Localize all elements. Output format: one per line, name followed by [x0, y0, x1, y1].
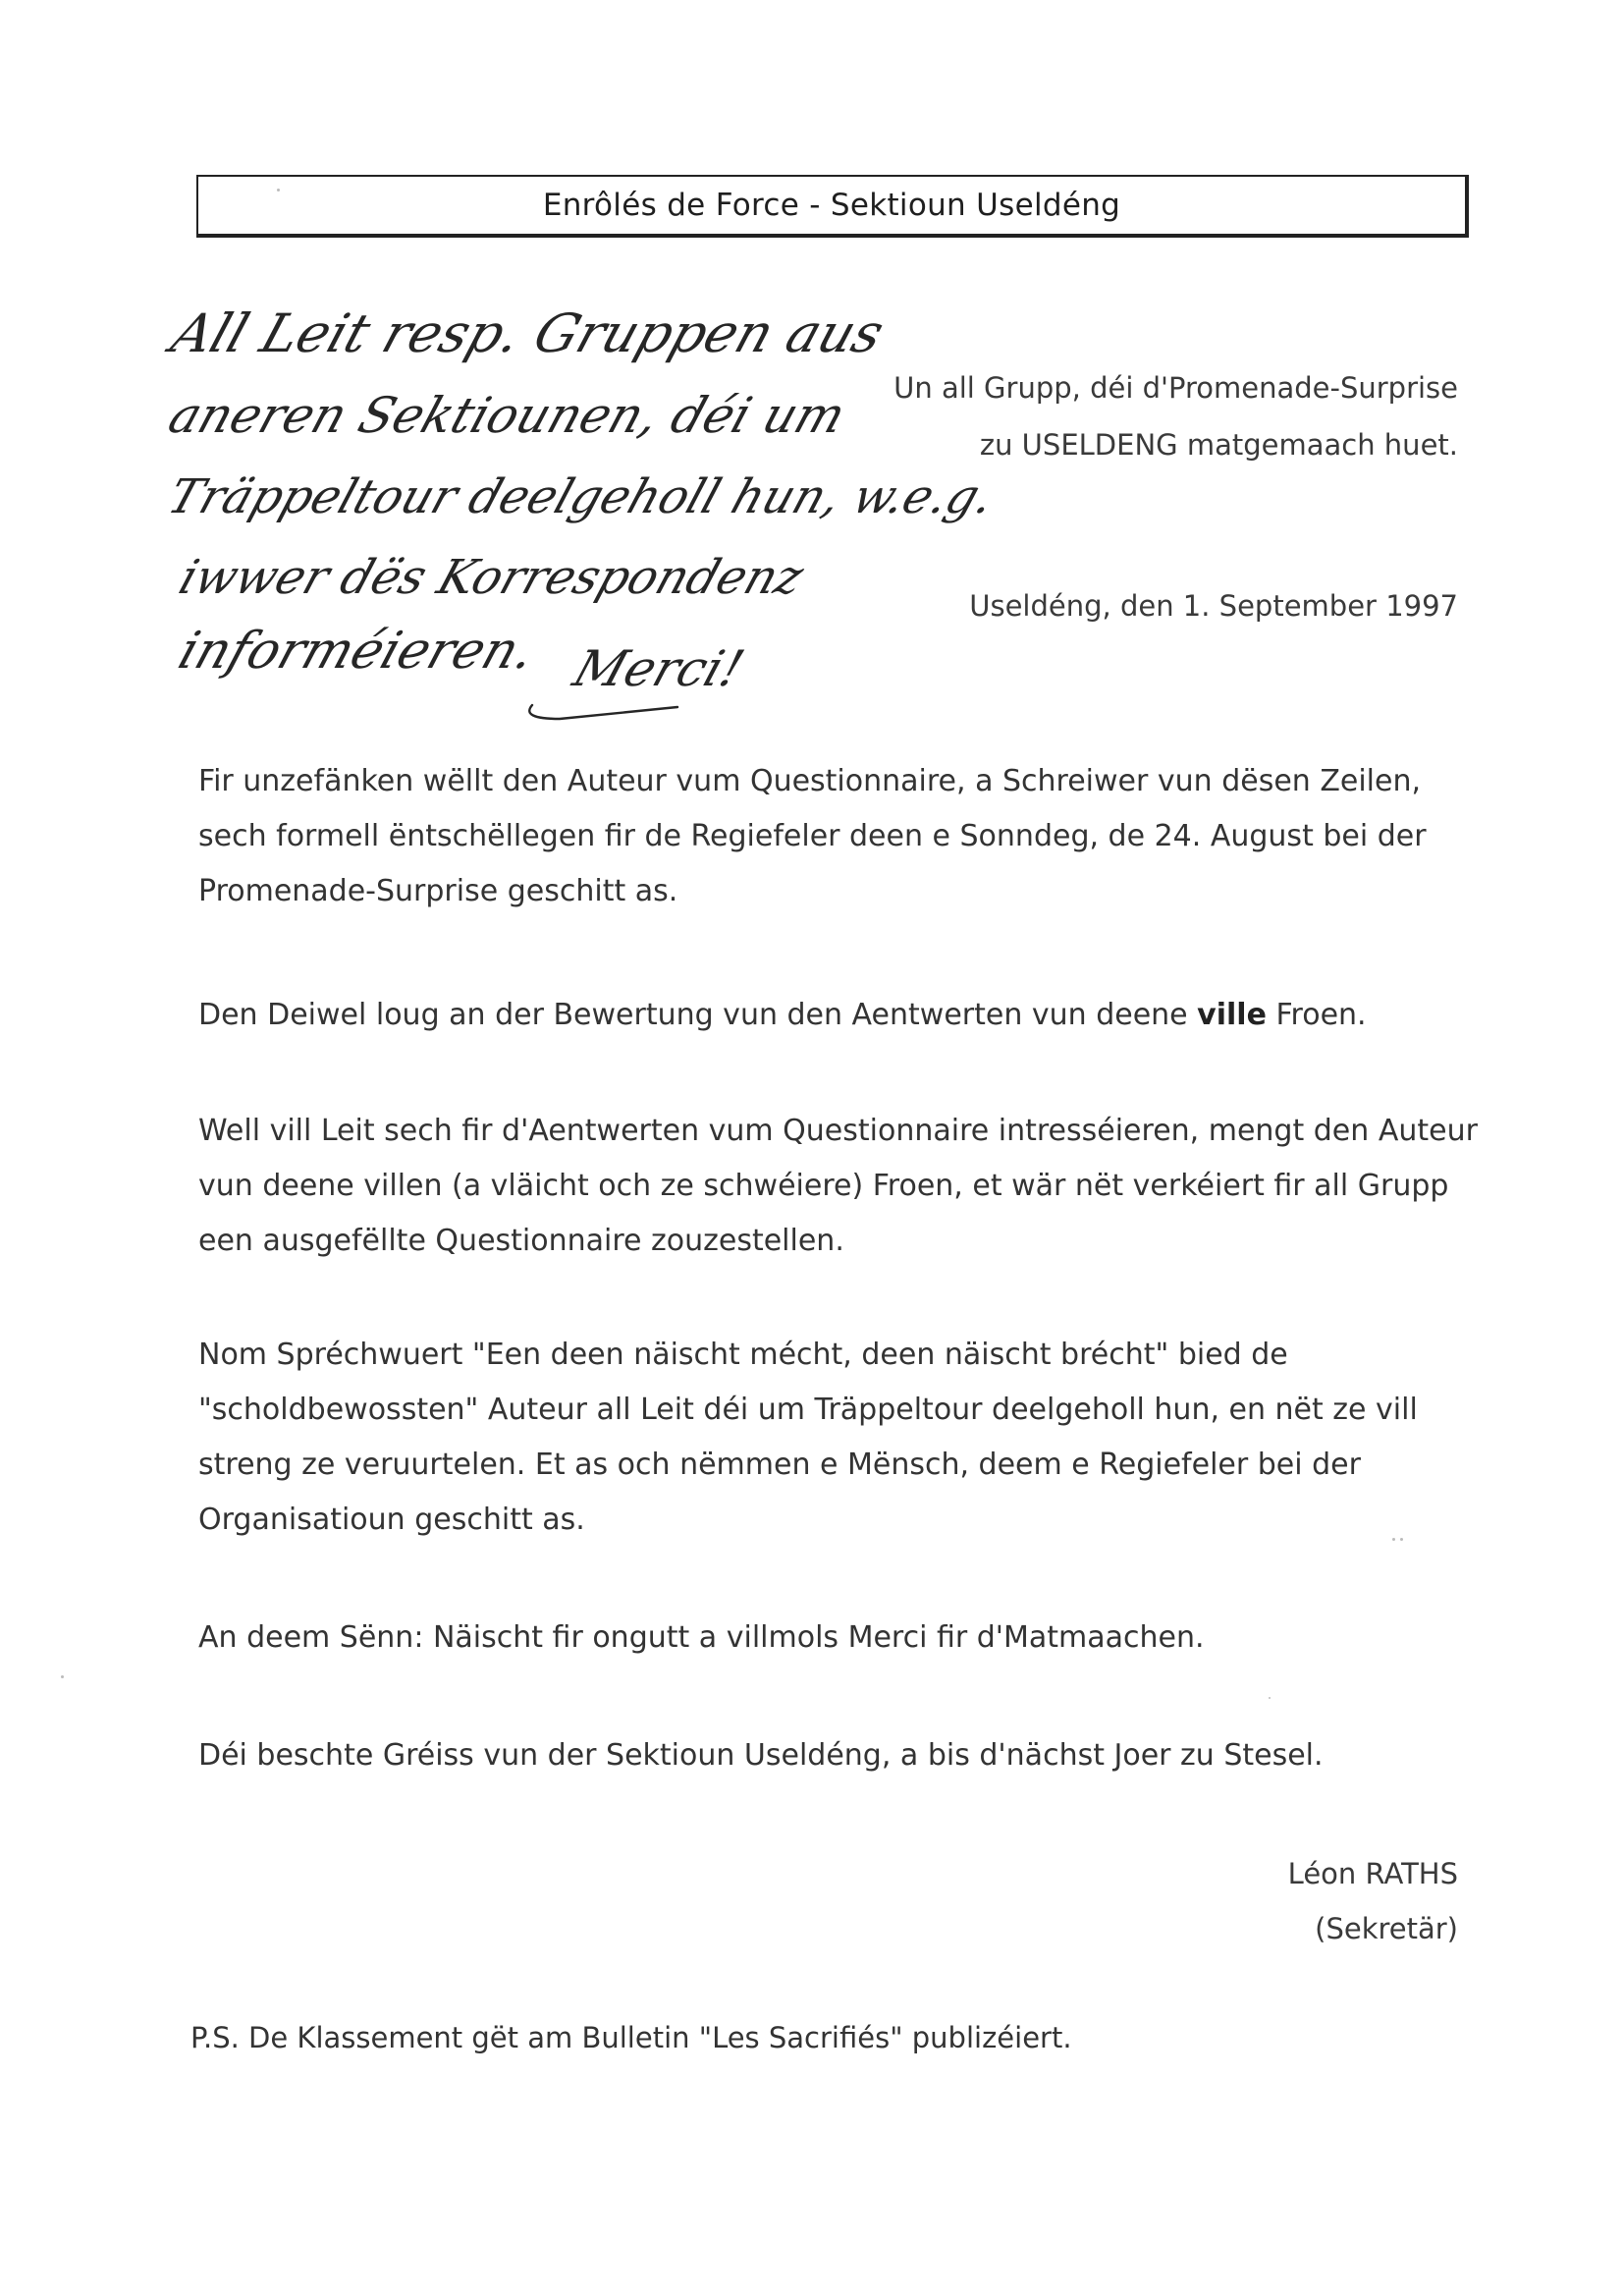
handwritten-note — [147, 265, 1002, 746]
paragraph-1-text: Fir unzefänken wëllt den Auteur vum Questionnaire, a Schreiwer vun dësen Zeilen, sech formell ëntschëllegen fir de Regiefeler deen e Sonndeg, de 24. August bei der Promenade-Surprise geschitt as. — [198, 764, 1427, 908]
signature-block — [1288, 1846, 1458, 1956]
scan-speck — [1392, 1538, 1395, 1541]
paragraph-5-text: An deem Sënn: Näischt fir ongutt a villmols Merci fir d'Matmaachen. — [198, 1620, 1205, 1655]
paragraph-2-end: Froen. — [1266, 998, 1367, 1032]
scan-speck — [1269, 1697, 1271, 1699]
paragraph-6 — [198, 1728, 1494, 1783]
paragraph-3-text: Well vill Leit sech fir d'Aentwerten vum Questionnaire intresséieren, mengt den Auteur vun deene villen (a vläicht och ze schwéiere) Froen, et wär nët verkéiert fir all Grupp een ausgefëllte Questionnaire zouzestellen. — [198, 1114, 1478, 1258]
handwritten-line-3: Träppeltour deelgeholl hun, w.e.g. — [161, 468, 1002, 524]
signature-role: (Sekretär) — [1315, 1912, 1458, 1945]
handwritten-closing: Merci! — [566, 640, 751, 698]
handwritten-line-4: iwwer dës Korrespondenz — [172, 549, 811, 605]
paragraph-4-text: Nom Spréchwuert "Een deen näischt mécht, deen näischt brécht" bied de "scholdbewossten" Auteur all Leit déi um Träppeltour deelgeholl hun, en nët ze vill streng ze veruurtelen. Et as och nëmmen e Mënsch, deem e Regiefeler bei der Organisatioun geschitt as. — [198, 1338, 1418, 1537]
paragraph-3 — [198, 1104, 1494, 1269]
addressee-block — [893, 359, 1458, 473]
handwritten-line-2: aneren Sektiounen, déi um — [161, 387, 853, 445]
paragraph-6-text: Déi beschte Gréiss vun der Sektioun Useldéng, a bis d'nächst Joer zu Stesel. — [198, 1738, 1324, 1773]
handwritten-line-5: informéieren. — [171, 620, 544, 681]
addressee-line-2: zu USELDENG matgemaach huet. — [979, 428, 1458, 462]
letterhead-title: Enrôlés de Force - Sektioun Useldéng — [542, 188, 1121, 223]
addressee-line-1: Un all Grupp, déi d'Promenade-Surprise — [893, 371, 1458, 405]
postscript: P.S. De Klassement gët am Bulletin "Les Sacrifiés" publizéiert. — [190, 2021, 1072, 2054]
paragraph-2-emphasis: ville — [1197, 998, 1267, 1032]
paragraph-5 — [198, 1611, 1494, 1666]
handwritten-underline — [529, 705, 677, 719]
date-line: Useldéng, den 1. September 1997 — [969, 589, 1458, 623]
signature-name: Léon RATHS — [1287, 1857, 1458, 1890]
handwritten-line-1: All Leit resp. Gruppen aus — [163, 303, 892, 365]
scan-speck — [1400, 1538, 1403, 1541]
scan-speck — [61, 1675, 64, 1678]
paragraph-4 — [198, 1328, 1494, 1548]
paragraph-2-start: Den Deiwel loug an der Bewertung vun den Aentwerten vun deene — [198, 998, 1198, 1032]
scan-speck — [277, 189, 280, 191]
letterhead-box — [196, 175, 1469, 238]
paragraph-1 — [198, 754, 1494, 919]
paragraph-2-text — [198, 988, 1494, 1043]
paragraph-2 — [198, 988, 1494, 1043]
